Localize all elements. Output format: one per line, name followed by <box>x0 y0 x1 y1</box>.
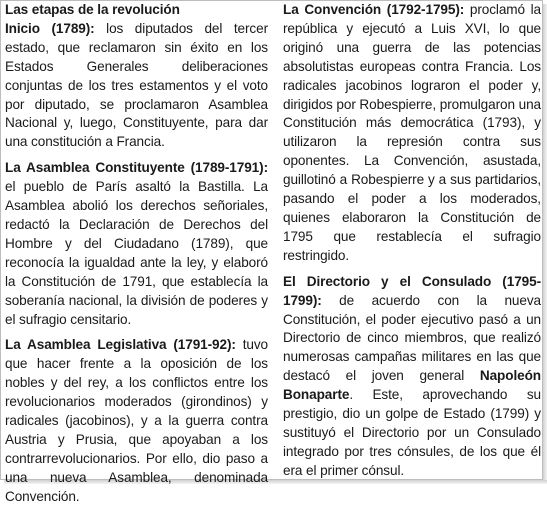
section-title: La Asamblea Constituyente (1789-1791): <box>5 160 268 176</box>
section-directorio-consulado <box>283 273 541 481</box>
section-text: proclamó la república y ejecutó a Luis XVI, lo que originó una guerra de las potencias absolutistas europeas contra Francia. Los radicales jacobinos lograron el poder y, dirigidos por Robespierre, promulgaron una Constitución más democrática (1793), y utilizaron la represión contra sus oponentes. La Convención, asustada, guillotinó a Robespierre y a sus partidarios, pasando el poder a los moderados, quienes elaboraron la Constitución de 1795 que restablecía el sufragio restringido. <box>283 2 542 263</box>
section-title: La Convención (1792-1795): <box>283 2 465 17</box>
section-title: La Asamblea Legislativa (1791-92): <box>5 337 236 353</box>
section-title: El Directorio y el Consulado (1795-1799): <box>283 273 541 308</box>
section-text: los diputados del tercer estado, que reclamaron sin éxito en los Estados Generales deliberaciones conjuntas de los tres estamentos y el voto por diputado, se proclamaron Asamblea Nacional y, luego, Constituyente, para dar una constitución a Francia. <box>5 20 268 150</box>
section-asamblea-legislativa <box>5 336 268 506</box>
bold-name: Napoleón Bonaparte <box>283 368 541 403</box>
section-heading: Las etapas de la revolución <box>5 2 180 17</box>
section-text-after: . Este, aprovechando su prestigio, dio un golpe de Estado (1799) y sustituyó el Directorio por un Consulado integrado por tres cónsules, de los que él era el primer cónsul. <box>283 387 541 478</box>
section-text: tuvo que hacer frente a la oposición de los nobles y del rey, a los conflictos entre los revolucionarios moderados (girondinos) y radicales (jacobinos), y a la guerra contra Austria y Prusia, que apoyaban a los contrarrevolucionarios. Por ello, dio paso a una nueva Asamblea, denominada Convención. <box>5 337 268 504</box>
section-convencion <box>283 1 541 266</box>
right-column <box>283 1 541 481</box>
section-text: el pueblo de París asaltó la Bastilla. La Asamblea abolió los derechos señoriales, redactó la Declaración de Derechos del Hombre y del Ciudadano (1789), que reconocía la igualdad ante la ley, y elaboró la Constitución de 1791, que establecía la soberanía nacional, la división de poderes y el sufragio censitario. <box>5 179 268 327</box>
section-asamblea-constituyente <box>5 159 268 329</box>
section-inicio <box>5 1 268 152</box>
section-title: Inicio (1789): <box>5 20 95 36</box>
left-column <box>5 1 268 507</box>
frame-shadow-right <box>543 4 547 484</box>
section-text-before: de acuerdo con la nueva Constitución, el poder ejecutivo pasó a un Directorio de cinco miembros, que realizó numerosas campañas militares en las que destacó el joven general <box>283 292 541 384</box>
